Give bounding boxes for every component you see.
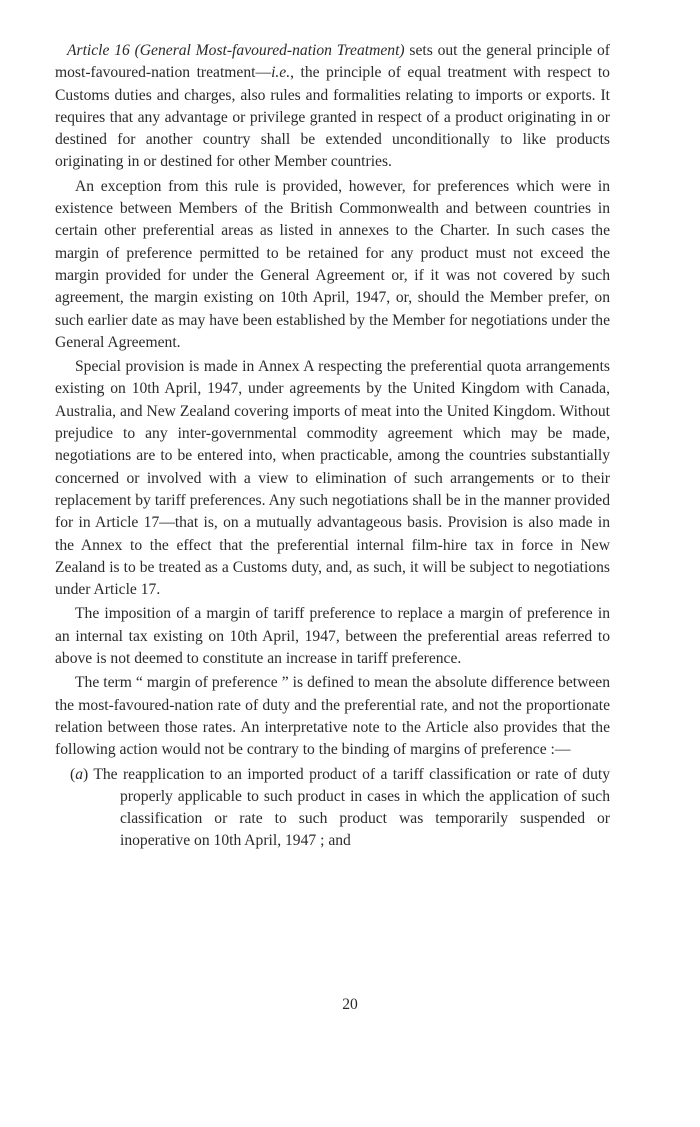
article-heading: Article 16 (General Most-favoured-nation Treatment) (67, 42, 405, 59)
paragraph-article-16 (55, 40, 610, 174)
paragraph-text: sets out the general principle of most-favoured-nation treatment— (55, 42, 610, 82)
page-number: 20 (342, 996, 358, 1013)
list-item-text: The reapplication to an imported product of a tariff classification or rate of duty properly applicable to such product in cases in which the application of such classification or rate to such product was temporarily suspended or inoperative on 10th April, 1947 ; and (93, 765, 611, 850)
paragraph-annex-a: Special provision is made in Annex A respecting the preferential quota arrangements existing on 10th April, 1947, under agreements by the United Kingdom with Canada, Australia, and New Zealand covering imports of meat into the United Kingdom. Without prejudice to any inter-governmental commodity agreement which may be made, negotiations are to be entered into, when practicable, among the countries substantially concerned or involved with a view to elimination of such arrangements or to their replacement by tariff preferences. Any such negotiations shall be in the manner provided for in Article 17—that is, on a mutually advantageous basis. Provision is also made in the Annex to the effect that the preferential internal film-hire tax in force in New Zealand is to be treated as a Customs duty, and, as such, it will be subject to negotiations under Article 17. (55, 358, 610, 599)
paragraph-text: , the principle of equal treatment with respect to Customs duties and charges, also rules and formalities relating to imports or exports. It requires that any advantage or privilege granted in respect of a product originating in or destined for another country shall be extended unconditionally to like products originating in or destined for other Member countries. (55, 64, 610, 171)
list-marker: a (75, 765, 83, 783)
abbreviation-ie: i.e. (271, 64, 291, 82)
paragraph-margin-definition: The term “ margin of preference ” is defined to mean the absolute difference between the most-favoured-nation rate of duty and the preferential rate, and not the proportionate relation between those rates. An interpretative note to the Article also provides that the following action would not be contrary to the binding of margins of preference :— (55, 674, 610, 759)
paragraph-margin-imposition: The imposition of a margin of tariff preference to replace a margin of preference in an internal tax existing on 10th April, 1947, between the preferential areas referred to above is not deemed to constitute an increase in tariff preference. (55, 605, 610, 668)
list-item-a: (a) The reapplication to an imported product of a tariff classification or rate of duty properly applicable to such product in cases in which the application of such classification or rate to such product was temporarily suspended or inoperative on 10th April, 1947 ; and (70, 765, 611, 850)
document-page (55, 40, 610, 853)
paragraph-exception: An exception from this rule is provided, however, for preferences which were in existence between Members of the British Commonwealth and between countries in certain other preferential areas as listed in annexes to the Charter. In such cases the margin of preference permitted to be retained for any product must not exceed the margin provided for under the General Agreement or, if it was not covered by such agreement, the margin existing on 10th April, 1947, or, should the Member prefer, on such earlier date as may have been established by the Member for negotiations under the General Agreement. (55, 177, 610, 351)
